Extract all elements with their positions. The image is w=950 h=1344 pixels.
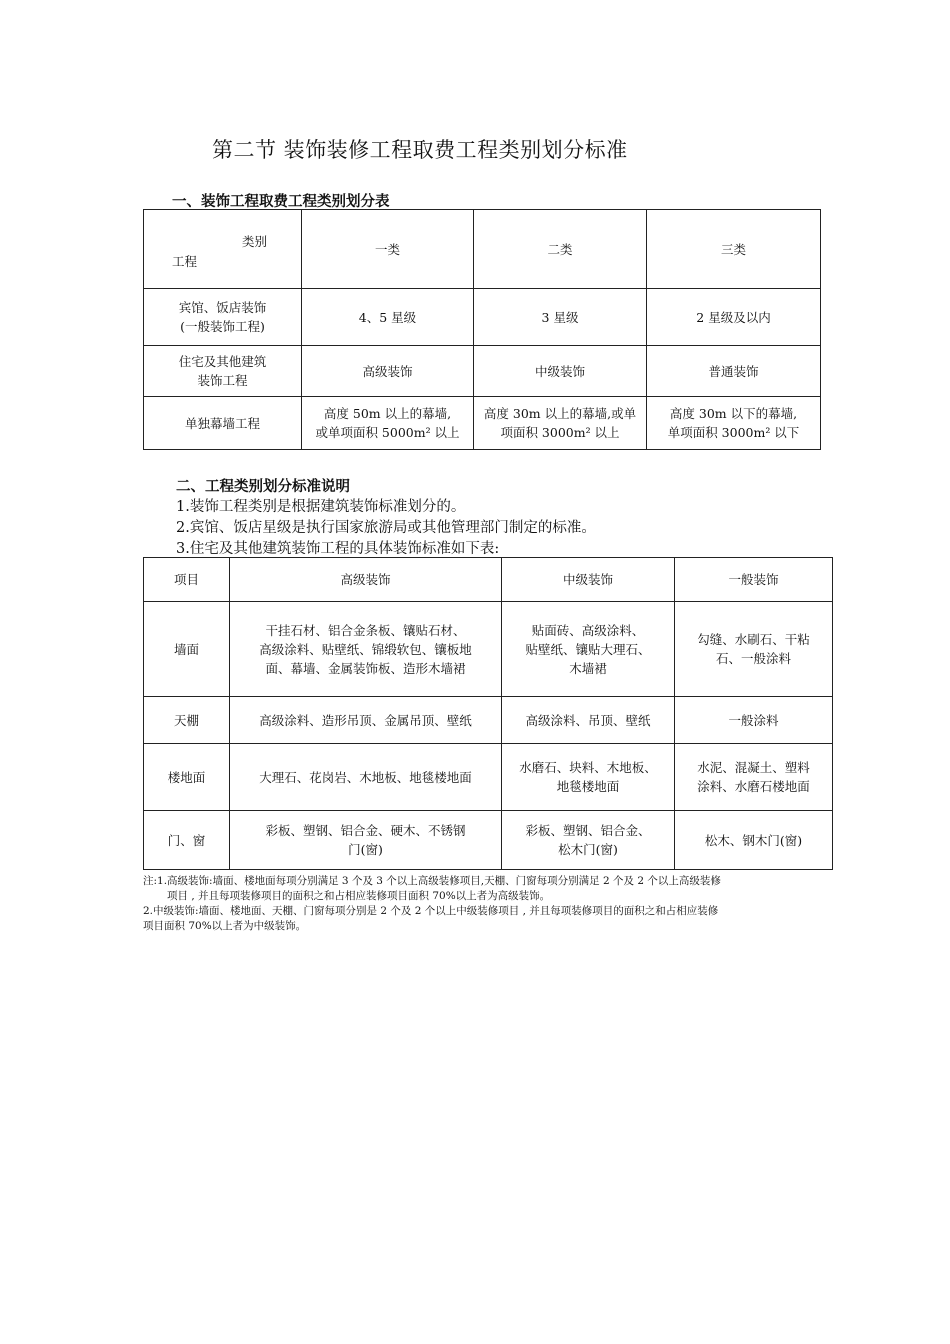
cell-line: 高度 30m 以上的幕墙,或单 bbox=[483, 406, 637, 421]
table-cell bbox=[502, 811, 675, 870]
note-line: 项目面积 70%以上者为中级装饰。 bbox=[143, 920, 307, 932]
table-cell: 4、5 星级 bbox=[302, 289, 474, 346]
column-header: 高级装饰 bbox=[230, 558, 502, 602]
table-cell bbox=[502, 602, 675, 697]
table-cell: 一般涂料 bbox=[675, 697, 833, 744]
cell-line: 干挂石材、铝合金条板、镶贴石材、 bbox=[265, 622, 466, 638]
column-header: 中级装饰 bbox=[502, 558, 675, 602]
cell-line: 彩板、塑钢、铝合金、硬木、不锈钢 bbox=[265, 823, 466, 838]
cell-line: 贴壁纸、镶贴大理石、 bbox=[525, 641, 651, 657]
table-cell: 中级装饰 bbox=[474, 346, 647, 397]
corner-label-category: 类别 bbox=[241, 234, 267, 249]
row-name bbox=[144, 289, 302, 346]
table-cell: 高级装饰 bbox=[302, 346, 474, 397]
cell-line: 项面积 3000m² 以上 bbox=[500, 425, 620, 440]
column-header: 三类 bbox=[647, 210, 821, 289]
row-name-line: 宾馆、饭店装饰 bbox=[178, 300, 267, 315]
column-header: 一般装饰 bbox=[675, 558, 833, 602]
explanation-line-2: 2.宾馆、饭店星级是执行国家旅游局或其他管理部门制定的标准。 bbox=[176, 520, 596, 536]
footnotes bbox=[143, 874, 823, 934]
row-name bbox=[144, 346, 302, 397]
table-cell bbox=[230, 602, 502, 697]
table-cell bbox=[230, 811, 502, 870]
cell-line: 单项面积 3000m² 以下 bbox=[667, 425, 800, 440]
table-row bbox=[144, 602, 833, 697]
cell-line: 涂料、水磨石楼地面 bbox=[697, 779, 810, 794]
table-cell: 普通装饰 bbox=[647, 346, 821, 397]
explanation-line-1: 1.装饰工程类别是根据建筑装饰标准划分的。 bbox=[176, 499, 466, 515]
category-table bbox=[143, 209, 821, 450]
corner-label-project: 工程 bbox=[172, 254, 198, 269]
table-cell: 高级涂料、造形吊顶、金属吊顶、壁纸 bbox=[230, 697, 502, 744]
table-row bbox=[144, 289, 821, 346]
note-line: 项目 , 并且每项装修项目的面积之和占相应装修项目面积 70%以上者为高级装饰。 bbox=[167, 890, 551, 902]
cell-line: 水磨石、块料、木地板、 bbox=[519, 760, 657, 775]
cell-line: 高级涂料、贴壁纸、锦缎软包、镶板地 bbox=[259, 641, 472, 657]
explanation-line-3: 3.住宅及其他建筑装饰工程的具体装饰标准如下表: bbox=[176, 541, 500, 557]
table-cell: 大理石、花岗岩、木地板、地毯楼地面 bbox=[230, 744, 502, 811]
table-cell: 松木、钢木门(窗) bbox=[675, 811, 833, 870]
table-row bbox=[144, 346, 821, 397]
row-name-line: (一般装饰工程) bbox=[180, 319, 265, 334]
cell-line: 水泥、混凝土、塑料 bbox=[697, 760, 810, 775]
cell-line: 彩板、塑钢、铝合金、 bbox=[525, 823, 651, 838]
table-cell: 3 星级 bbox=[474, 289, 647, 346]
note-line: 注:1.高级装饰:墙面、楼地面每项分别满足 3 个及 3 个以上高级装修项目,天棚、门窗每项分别满足 2 个及 2 个以上高级装修 bbox=[143, 875, 721, 887]
table-row bbox=[144, 744, 833, 811]
row-name: 单独幕墙工程 bbox=[144, 397, 302, 450]
table-cell bbox=[647, 397, 821, 450]
row-item: 墙面 bbox=[144, 602, 230, 697]
table-header-row bbox=[144, 558, 833, 602]
cell-line: 面、幕墙、金属装饰板、造形木墙裙 bbox=[265, 660, 466, 676]
row-item: 楼地面 bbox=[144, 744, 230, 811]
page-title: 第二节 装饰装修工程取费工程类别划分标准 bbox=[212, 138, 628, 162]
corner-cell bbox=[144, 210, 302, 289]
row-item: 天棚 bbox=[144, 697, 230, 744]
table-cell bbox=[302, 397, 474, 450]
row-item: 门、窗 bbox=[144, 811, 230, 870]
table-cell bbox=[675, 602, 833, 697]
row-name-line: 住宅及其他建筑 bbox=[178, 354, 267, 369]
column-header: 一类 bbox=[302, 210, 474, 289]
cell-line: 门(窗) bbox=[348, 842, 383, 857]
table-row bbox=[144, 697, 833, 744]
row-name-line: 装饰工程 bbox=[197, 373, 248, 388]
table-cell bbox=[675, 744, 833, 811]
table-row bbox=[144, 811, 833, 870]
cell-line: 勾缝、水刷石、干粘 bbox=[697, 632, 810, 647]
cell-line: 松木门(窗) bbox=[558, 842, 618, 857]
table-cell: 高级涂料、吊顶、壁纸 bbox=[502, 697, 675, 744]
cell-line: 石、一般涂料 bbox=[715, 651, 791, 666]
table-row bbox=[144, 397, 821, 450]
table-header-row bbox=[144, 210, 821, 289]
table-cell bbox=[502, 744, 675, 811]
section2-heading: 二、工程类别划分标准说明 bbox=[176, 479, 350, 495]
cell-line: 地毯楼地面 bbox=[556, 779, 620, 794]
table-cell bbox=[474, 397, 647, 450]
table-cell: 2 星级及以内 bbox=[647, 289, 821, 346]
column-header: 项目 bbox=[144, 558, 230, 602]
column-header: 二类 bbox=[474, 210, 647, 289]
section1-heading: 一、装饰工程取费工程类别划分表 bbox=[172, 194, 390, 210]
cell-line: 木墙裙 bbox=[569, 660, 607, 676]
cell-line: 贴面砖、高级涂料、 bbox=[531, 622, 645, 638]
cell-line: 或单项面积 5000m² 以上 bbox=[315, 425, 460, 440]
note-line: 2.中级装饰:墙面、楼地面、天棚、门窗每项分别是 2 个及 2 个以上中级装修项目 , 并且每项装修项目的面积之和占相应装修 bbox=[143, 905, 719, 917]
decoration-standard-table bbox=[143, 557, 833, 870]
cell-line: 高度 50m 以上的幕墙, bbox=[323, 406, 452, 421]
cell-line: 高度 30m 以下的幕墙, bbox=[669, 406, 798, 421]
